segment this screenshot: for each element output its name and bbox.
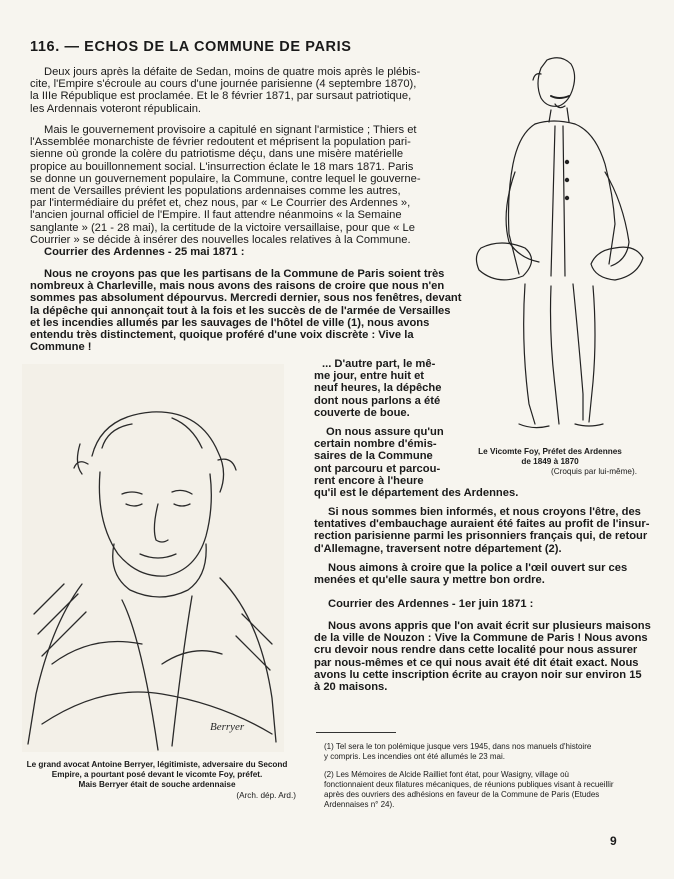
quote-emissaires [314,426,674,499]
text-line: ment de Versailles prévient les populations ardennaises comme les autres, [30,185,401,198]
quote-police [314,562,636,586]
text-line: tentatives d'embauchage auraient été faites au profit de l'insur- [314,518,650,531]
page-number: 9 [610,834,617,848]
caption-line: Empire, a pourtant posé devant le vicomte Foy, préfet. [51,770,263,779]
text-line: neuf heures, la dépêche [314,382,442,395]
text-line: Courrier » se décide à insérer des nouvelles locales relatives à la Commune. [30,233,411,246]
berryer-sketch-drawing [22,364,284,752]
text-line: et les incendies allumés par les sauvages de l'hôtel de ville (1), nous avons [30,316,430,329]
text-line: se donne un gouvernement populaire, la Commune, contre lequel le gouverne- [30,172,421,185]
text-line: propice au bouillonnement social. L'insurrection éclate le 18 mars 1871. Paris [30,160,414,173]
text-line: ont parcouru et parcou- [314,462,441,475]
text-line: Commune ! [30,341,92,354]
text-line: l'ancien journal officiel de l'Empire. Il faut attendre néanmoins « la Semaine [30,209,402,222]
text-line: cru devoir nous rendre dans cette localité pour nous assurer [314,644,638,657]
footnote-line: Ardennaises n° 24). [324,800,395,809]
footnote-1 [316,742,646,762]
footnote-line: fonctionnaient deux filatures mécaniques, de réunions publiques visant à recueillir [324,780,614,789]
page-title: 116. — ECHOS DE LA COMMUNE DE PARIS [30,39,352,55]
caption-line: Le Vicomte Foy, Préfet des Ardennes [478,447,622,456]
quote-25-mai [30,268,462,354]
text-line: Nous avons appris que l'on avait écrit sur plusieurs maisons [328,620,651,632]
text-line: Deux jours après la défaite de Sedan, moins de quatre mois après le plébis- [44,66,421,78]
footnote-line: y compris. Les incendies ont été allumés le 23 mai. [324,752,505,761]
footnote-divider [316,732,396,733]
foy-portrait-image [455,52,645,437]
berryer-portrait-image [22,364,284,752]
text-line: saires de la Commune [314,450,433,463]
text-line: On nous assure qu'un [326,426,444,438]
footnote-line: (2) Les Mémoires de Alcide Railliet font état, pour Wasigny, village où [324,770,570,779]
text-line: les Ardennais voteront républicain. [30,102,202,115]
signature-text: Berryer [210,721,245,733]
text-line: entendu très distinctement, quoique proféré d'une voix discrète : Vive la [30,329,414,342]
footnote-line: après des ouvriers des adhésions en faveur de la Commune de Paris (Etudes [324,790,600,799]
text-line: sommes pas absolument dépourvus. Mercredi dernier, sous nos fenêtres, devant [30,292,462,305]
caption-line: Le grand avocat Antoine Berryer, légitimiste, adversaire du Second [26,760,288,769]
foy-source: (Croquis par lui-même). [551,467,637,476]
text-line: l'Assemblée monarchiste de février redoutent et méprisent la population pari- [30,136,411,149]
berryer-source: (Arch. dép. Ard.) [236,791,296,800]
quote-embauchage [314,506,650,555]
text-line: qu'il est le département des Ardennes. [314,487,519,500]
footnote-2 [316,770,646,810]
text-line: la dépêche qui annonçait tout à la fois et les succès de de l'armée de Versailles [30,304,451,317]
berryer-caption [12,760,302,790]
section-heading-25-mai: Courrier des Ardennes - 25 mai 1871 : [44,246,245,258]
caption-line: Mais Berryer était de souche ardennaise [78,780,236,789]
text-line: sienne où gronde la colère du patriotisme déçu, dans une misère matérielle [30,148,404,161]
quote-nouzon [314,620,651,694]
intro-paragraph-2 [30,124,434,246]
footnote-line: (1) Tel sera le ton polémique jusque vers 1945, dans nos manuels d'histoire [324,742,592,751]
intro-paragraph-1 [30,66,434,115]
text-line: de la ville de Nouzon : Vive la Commune de Paris ! Nous avons [314,632,648,645]
text-line: couverte de boue. [314,406,410,419]
text-line: rent encore à l'heure [314,474,424,487]
text-line: avons lu cette inscription écrite au crayon noir sur environ 15 [314,668,642,681]
text-line: rection parisienne parmi les prisonniers français qui, de retour [314,530,648,543]
text-line: certain nombre d'émis- [314,438,437,451]
text-line: la IIIe République est proclamée. Et le 8 février 1871, par sursaut patriotique, [30,90,412,103]
text-line: Mais le gouvernement provisoire a capitulé en signant l'armistice ; Thiers et [44,124,417,136]
text-line: à 20 maisons. [314,681,388,694]
text-line: nombreux à Charleville, mais nous avons des raisons de croire que nous n'en [30,280,445,293]
text-line: par l'intermédiaire du préfet et, chez nous, par « Le Courrier des Ardennes », [30,197,411,210]
text-line: d'Allemagne, traversent notre département (2). [314,542,562,555]
text-line: ... D'autre part, le mê- [322,358,436,370]
quote-meme-jour [314,358,442,419]
text-line: menées et qu'elle saura y mettre bon ordre. [314,574,545,587]
caption-line: de 1849 à 1870 [521,457,579,466]
text-line: par nous-mêmes et ce qui nous avait été dit était exact. Nous [314,656,639,669]
foy-sketch-drawing [455,52,645,437]
text-line: me jour, entre huit et [314,370,425,383]
text-line: sanglante » (21 - 28 mai), la certitude de la victoire versaillaise, pour que « Le [30,221,415,234]
text-line: Nous aimons à croire que la police a l'œil ouvert sur ces [328,562,628,574]
text-line: cite, l'Empire s'écroule au cours d'une journée parisienne (4 septembre 1870), [30,78,417,91]
section-heading-1er-juin: Courrier des Ardennes - 1er juin 1871 : [328,598,534,610]
text-line: Si nous sommes bien informés, et nous croyons l'être, des [328,506,641,518]
text-line: dont nous parlons a été [314,394,441,407]
text-line: Nous ne croyons pas que les partisans de la Commune de Paris soient très [44,268,445,280]
